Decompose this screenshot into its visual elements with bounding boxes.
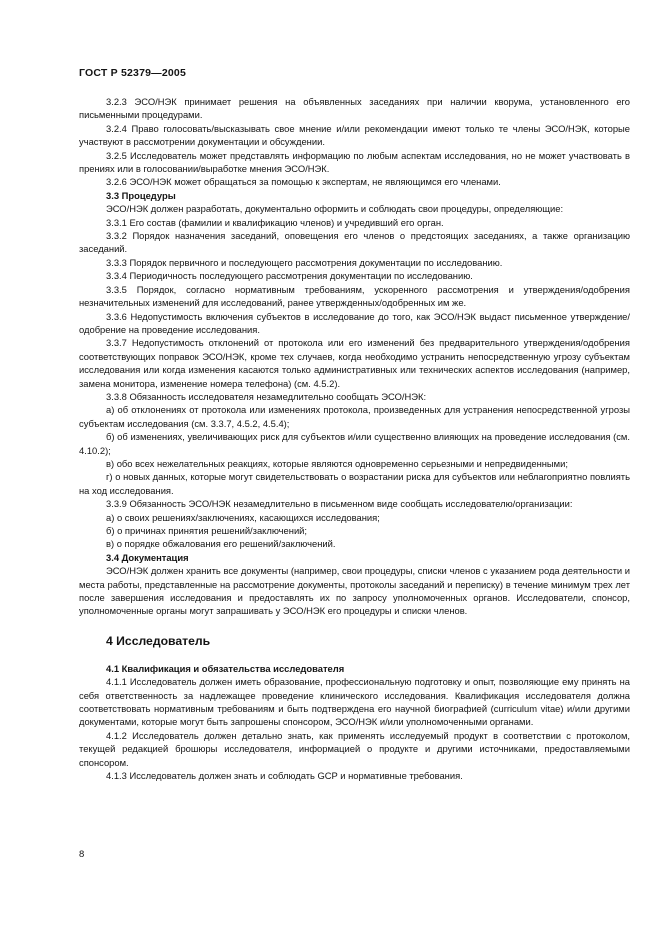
paragraph: 4.1.3 Исследователь должен знать и соблюдать GCP и нормативные требования.	[106, 770, 463, 782]
paragraph: 4.1.2 Исследователь должен детально знать, как применять исследуемый продукт в соответствии с протоколом, текущей редакцией брошюры исследователя, информацией о продукте и другими источниками, предоставляемыми спонсором.	[79, 729, 630, 768]
document-header: ГОСТ Р 52379—2005	[79, 67, 187, 79]
paragraph: в) о порядке обжалования его решений/заключений.	[106, 538, 336, 550]
paragraph: 4.1.1 Исследователь должен иметь образование, профессиональную подготовку и опыт, позволяющие ему принять на себя ответственность за надлежащее проведение клинического исследования. Квалификация исследователя должна соответствовать нормативным требованиям и быть подтверждена его научной биографией (curriculum vitae) и/или другими документами, которые могут быть запрошены спонсором, ЭСО/НЭК и/или уполномоченными органами.	[79, 676, 630, 728]
paragraph: 3.3.6 Недопустимость включения субъектов в исследование до того, как ЭСО/НЭК выдаст письменное утверждение/одобрение на проведение исследования.	[79, 310, 630, 335]
subsection-heading: 3.3 Процедуры	[106, 189, 176, 201]
paragraph: а) об отклонениях от протокола или изменениях протокола, произведенных для устранения непосредственной угрозы субъектам исследования (см. 3.3.7, 4.5.2, 4.5.4);	[79, 404, 630, 429]
paragraphs-section-4	[79, 662, 630, 783]
paragraph: 3.3.8 Обязанность исследователя незамедлительно сообщать ЭСО/НЭК:	[106, 390, 427, 402]
paragraph: б) о причинах принятия решений/заключений;	[106, 525, 308, 536]
subsection-heading: 3.4 Документация	[106, 551, 189, 563]
paragraphs-section-3	[79, 95, 630, 618]
paragraph: 3.3.2 Порядок назначения заседаний, оповещения его членов о предстоящих заседаниях, а также организацию заседаний.	[79, 230, 630, 255]
paragraph: в) обо всех нежелательных реакциях, которые являются одновременно серьезными и непредвиденными;	[106, 457, 568, 469]
document-body	[79, 95, 630, 783]
paragraph: г) о новых данных, которые могут свидетельствовать о возрастании риска для субъектов или неблагоприятно повлиять на ход исследования.	[79, 471, 630, 496]
paragraph: 3.2.3 ЭСО/НЭК принимает решения на объявленных заседаниях при наличии кворума, установленного его письменными процедурами.	[79, 96, 630, 121]
subsection-heading: 4.1 Квалификация и обязательства исследователя	[106, 662, 345, 674]
page-number: 8	[79, 849, 85, 860]
paragraph: 3.2.4 Право голосовать/высказывать свое мнение и/или рекомендации имеют только те члены ЭСО/НЭК, которые участвуют в рассмотрении документации и обсуждении.	[79, 122, 630, 148]
paragraph: 3.3.1 Его состав (фамилии и квалификацию членов) и учредивший его орган.	[106, 216, 444, 228]
paragraph: 3.2.6 ЭСО/НЭК может обращаться за помощью к экспертам, не являющимся его членами.	[106, 176, 501, 188]
paragraph: б) об изменениях, увеличивающих риск для субъектов и/или существенно влияющих на проведение исследования (см. 4.10.2);	[79, 431, 630, 456]
paragraph: 3.3.7 Недопустимость отклонений от протокола или его изменений без предварительного утверждения/одобрения соответствующих поправок ЭСО/НЭК, кроме тех случаев, когда необходимо устранить непосредственную угрозу субъектам исследования или когда изменения касаются только административных или технических аспектов исследования (например, замена монитора, изменение номера телефона) (см. 4.5.2).	[79, 337, 630, 389]
paragraph: ЭСО/НЭК должен хранить все документы (например, свои процедуры, списки членов с указанием рода деятельности и места работы, представленные на рассмотрение документы, протоколы заседаний и переписку) в течение минимум трех лет после завершения исследования и предоставлять их по запросу уполномоченных органов. Исследователи, спонсор, уполномоченные органы могут запрашивать у ЭСО/НЭК его процедуры и списки членов.	[79, 565, 630, 617]
paragraph: 3.3.5 Порядок, согласно нормативным требованиям, ускоренного рассмотрения и утверждения/одобрения незначительных изменений для исследований, ранее утвержденных/одобренных им же.	[79, 283, 630, 309]
paragraph: ЭСО/НЭК должен разработать, документально оформить и соблюдать свои процедуры, определяющие:	[106, 203, 564, 215]
paragraph: 3.3.3 Порядок первичного и последующего рассмотрения документации по исследованию.	[106, 256, 503, 268]
paragraph: 3.2.5 Исследователь может представлять информацию по любым аспектам исследования, но не может участвовать в прениях или в голосовании/выработке мнения ЭСО/НЭК.	[79, 149, 630, 175]
section-title: 4 Исследователь	[106, 633, 211, 648]
paragraph: а) о своих решениях/заключениях, касающихся исследования;	[106, 511, 380, 523]
paragraph: 3.3.9 Обязанность ЭСО/НЭК незамедлительно в письменном виде сообщать исследователю/организации:	[106, 498, 573, 510]
paragraph: 3.3.4 Периодичность последующего рассмотрения документации по исследованию.	[106, 270, 473, 282]
